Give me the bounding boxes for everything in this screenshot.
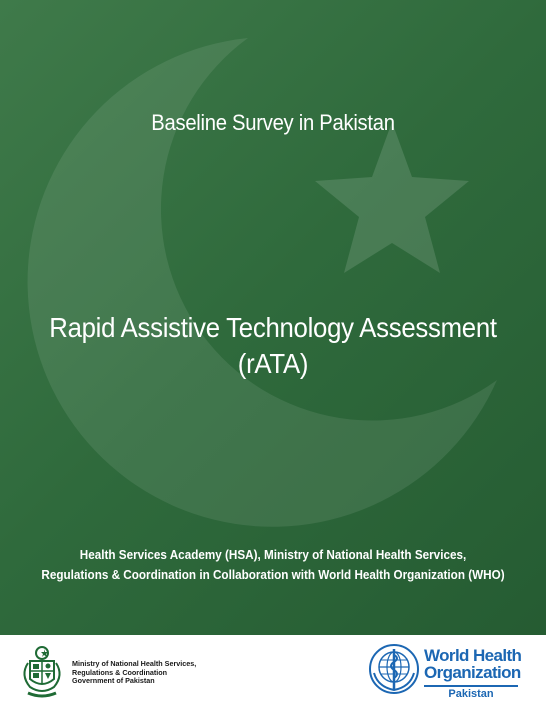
who-country-label: Pakistan <box>424 685 518 700</box>
ministry-name-line-3: Government of Pakistan <box>72 676 155 685</box>
who-name <box>424 647 521 681</box>
logo-footer <box>0 635 546 709</box>
who-emblem-icon <box>368 643 420 695</box>
report-subtitle: Baseline Survey in Pakistan <box>151 110 395 135</box>
report-title <box>22 310 524 382</box>
who-name-line-1: World Health <box>424 646 522 665</box>
report-title-line-1: Rapid Assistive Technology Assessment <box>49 312 497 343</box>
ministry-name-line-2: Regulations & Coordination <box>72 667 168 677</box>
ministry-name <box>72 660 196 686</box>
report-credit-line-2: Regulations & Coordination in Collaboration with World Health Organization (WHO) <box>41 567 505 582</box>
report-credit-line-1: Health Services Academy (HSA), Ministry of National Health Services, <box>79 547 467 562</box>
pakistan-state-emblem-icon <box>18 645 66 701</box>
star-icon <box>315 122 469 273</box>
report-credit <box>27 545 518 585</box>
ministry-name-line-1: Ministry of National Health Services, <box>72 659 197 668</box>
report-title-line-2: (rATA) <box>237 348 309 379</box>
who-name-line-2: Organization <box>424 663 521 682</box>
